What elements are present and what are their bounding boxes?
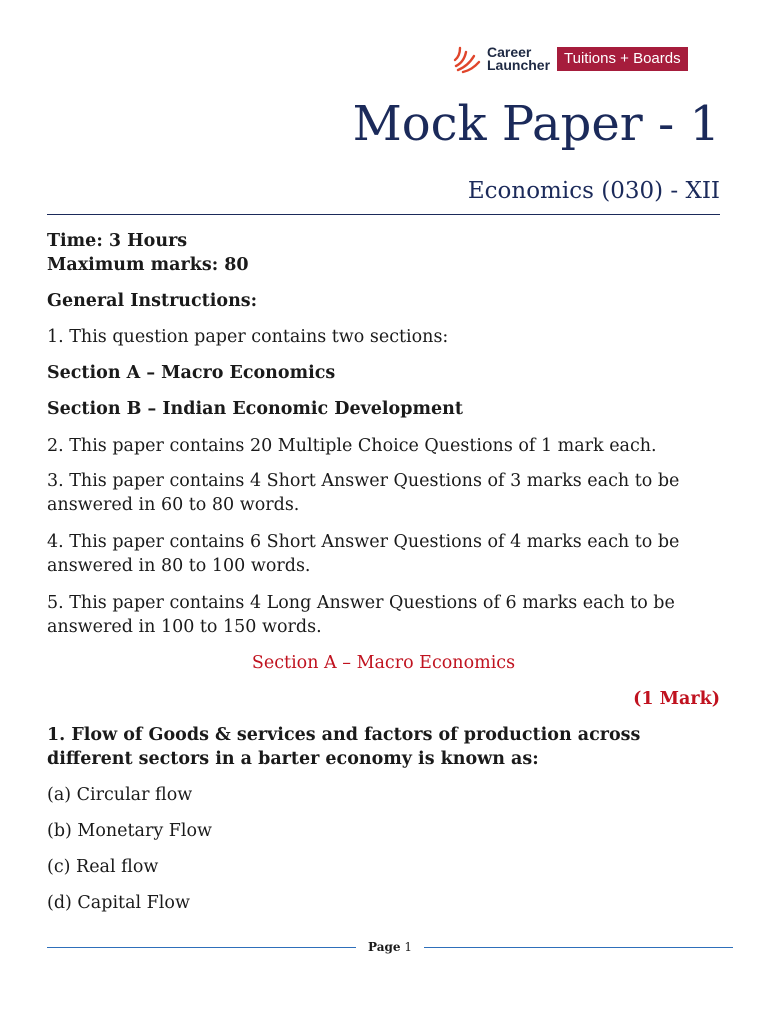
page-footer (47, 940, 733, 954)
option-d: (d) Capital Flow (47, 893, 190, 913)
instruction-section-a: Section A – Macro Economics (47, 363, 336, 383)
logo-wordmark (487, 46, 550, 72)
instruction-item-4: 4. This paper contains 6 Short Answer Questions of 4 marks each to be answered in 80 to 100 words. (47, 532, 680, 576)
career-launcher-logo (452, 44, 688, 74)
logo-line-2: Launcher (487, 57, 551, 73)
paper-content (47, 229, 720, 915)
instructions-heading: General Instructions: (47, 291, 258, 311)
instruction-section-b: Section B – Indian Economic Development (47, 399, 463, 419)
footer-rule-right (424, 947, 733, 948)
page-title: Mock Paper - 1 (352, 96, 720, 152)
instruction-item-1: 1. This question paper contains two sections: (47, 327, 449, 347)
instruction-item-2: 2. This paper contains 20 Multiple Choice Questions of 1 mark each. (47, 436, 657, 456)
page-number-label (356, 940, 424, 954)
footer-rule-left (47, 947, 356, 948)
option-c: (c) Real flow (47, 857, 159, 877)
tuitions-boards-badge: Tuitions + Boards (557, 47, 688, 71)
header-divider (47, 214, 720, 215)
page-subtitle: Economics (030) - XII (467, 178, 720, 204)
option-b: (b) Monetary Flow (47, 821, 213, 841)
marks-label: (1 Mark) (633, 689, 720, 709)
starburst-logo-icon (452, 44, 482, 74)
time-line: Time: 3 Hours (47, 231, 188, 251)
max-marks-line: Maximum marks: 80 (47, 255, 249, 275)
logo-line-1: Career (487, 44, 532, 60)
option-a: (a) Circular flow (47, 785, 193, 805)
instruction-item-3: 3. This paper contains 4 Short Answer Questions of 3 marks each to be answered in 60 to 80 words. (47, 471, 680, 515)
page-label: Page (368, 940, 401, 954)
instruction-item-5: 5. This paper contains 4 Long Answer Questions of 6 marks each to be answered in 100 to 150 words. (47, 593, 675, 637)
page-number: 1 (404, 940, 412, 954)
section-heading: Section A – Macro Economics (251, 653, 516, 673)
question-text: 1. Flow of Goods & services and factors of production across different sectors in a barter economy is known as: (47, 725, 641, 769)
